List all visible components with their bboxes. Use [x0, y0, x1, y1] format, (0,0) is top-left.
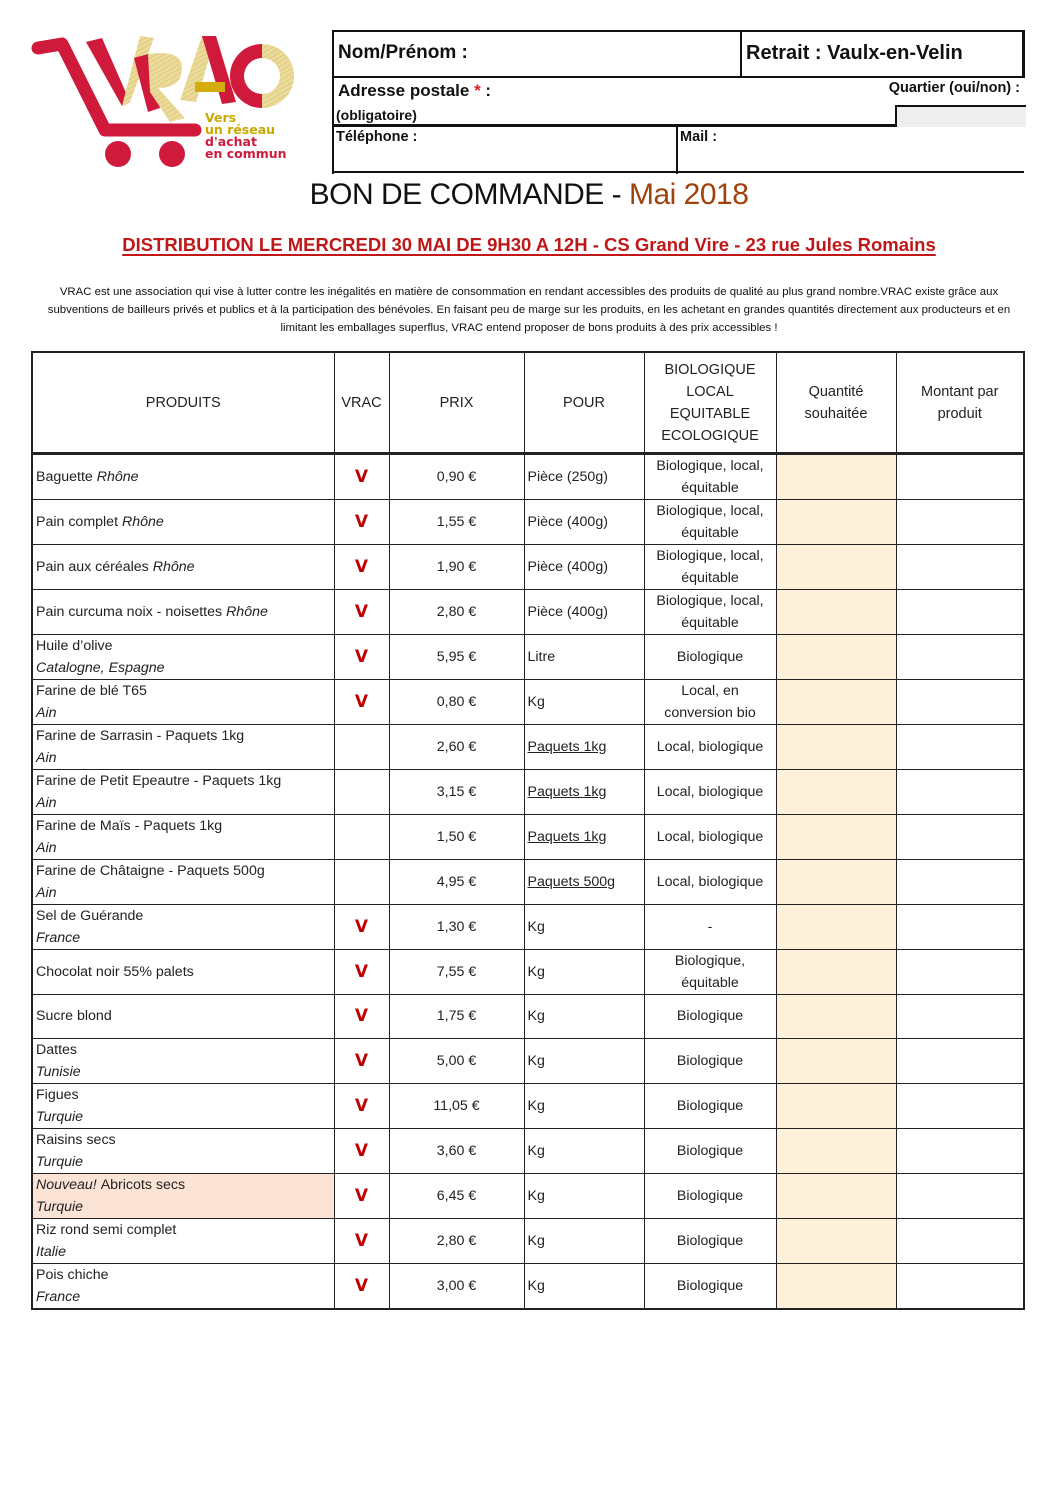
product-cell: [32, 995, 334, 1039]
product-name: Raisins secs: [36, 1131, 116, 1148]
label-cell: Local, biologique: [644, 815, 776, 860]
unit-text: Kg: [527, 1232, 545, 1249]
quantity-input[interactable]: [776, 770, 896, 815]
unit-cell: [524, 995, 644, 1039]
quantity-input[interactable]: [776, 995, 896, 1039]
amount-cell: [896, 725, 1024, 770]
label-cell: Biologique: [644, 1083, 776, 1128]
product-origin: Ain: [36, 750, 57, 766]
label-cell: -: [644, 905, 776, 950]
product-origin: Rhône: [152, 559, 195, 575]
product-cell: [32, 1038, 334, 1083]
amount-cell: [896, 545, 1024, 590]
label-cell: Local, biologique: [644, 860, 776, 905]
price-cell: 4,95 €: [389, 860, 524, 905]
price-cell: 6,45 €: [389, 1173, 524, 1218]
product-name: Pain aux céréales: [36, 559, 149, 575]
intro-paragraph: VRAC est une association qui vise à lutter contre les inégalités en matière de consommation en rendant accessibles des produits de qualité au plus grand nombre.VRAC existe grâce aux subventions de bailleurs privés et publics et à la participation des bénévoles. En faisant peu de marge sur les produits, en les achetant en grandes quantités directement aux producteurs et en limitant les emballages superflus, VRAC entend proposer de bons produits à des prix accessibles !: [47, 286, 1011, 334]
price-cell: 1,50 €: [389, 815, 524, 860]
product-cell: [32, 500, 334, 545]
product-origin: Rhône: [121, 514, 164, 530]
product-name: Baguette: [36, 469, 93, 485]
product-origin: France: [36, 1288, 81, 1305]
label-cell: Biologique: [644, 1218, 776, 1263]
unit-text: Litre: [527, 649, 556, 665]
price-cell: 2,60 €: [389, 725, 524, 770]
product-origin: Ain: [36, 885, 57, 901]
unit-text: Pièce (250g): [527, 469, 608, 485]
unit-text: Paquets 1kg: [527, 829, 607, 845]
price-cell: 2,80 €: [389, 590, 524, 635]
product-cell: [32, 1263, 334, 1309]
product-name: Huile d’olive: [36, 638, 113, 654]
product-origin: Tunisie: [36, 1063, 81, 1080]
distribution-info: [0, 234, 1058, 256]
new-badge: Nouveau!: [36, 1176, 101, 1193]
product-name: Farine de Petit Epeautre - Paquets 1kg: [36, 773, 282, 789]
unit-cell: [524, 454, 644, 500]
table-row: [32, 905, 1024, 950]
unit-text: Kg: [527, 1277, 545, 1294]
header-vrac: VRAC: [334, 352, 389, 454]
vrac-mark: V: [334, 680, 389, 725]
unit-cell: [524, 725, 644, 770]
required-asterisk: *: [474, 81, 481, 100]
table-row: [32, 860, 1024, 905]
table-row: [32, 950, 1024, 995]
product-cell: [32, 635, 334, 680]
header-pour: POUR: [524, 352, 644, 454]
pickup-location: Retrait : Vaulx-en-Velin: [746, 42, 963, 64]
name-label: Nom/Prénom :: [338, 42, 468, 63]
table-row: [32, 1083, 1024, 1128]
unit-cell: [524, 1218, 644, 1263]
amount-cell: [896, 1128, 1024, 1173]
unit-text: Pièce (400g): [527, 604, 608, 620]
vrac-mark: V: [334, 635, 389, 680]
quantity-input[interactable]: [776, 1263, 896, 1309]
product-cell: [32, 905, 334, 950]
unit-text: Kg: [527, 919, 545, 935]
price-cell: 1,55 €: [389, 500, 524, 545]
unit-text: Paquets 500g: [527, 874, 616, 890]
vrac-logo: [30, 30, 305, 175]
amount-cell: [896, 500, 1024, 545]
header-montant: Montant par produit: [896, 352, 1024, 454]
vrac-mark: [334, 725, 389, 770]
tagline-line: d'achat: [205, 134, 257, 149]
price-cell: 7,55 €: [389, 950, 524, 995]
unit-text: Pièce (400g): [527, 514, 608, 530]
product-origin: Rhône: [96, 469, 139, 485]
unit-cell: [524, 1083, 644, 1128]
page-title: [0, 178, 1058, 212]
unit-cell: [524, 500, 644, 545]
amount-cell: [896, 635, 1024, 680]
address-field[interactable]: [338, 81, 491, 101]
quantity-input[interactable]: [776, 725, 896, 770]
header-produits: PRODUITS: [32, 352, 334, 454]
product-cell: [32, 860, 334, 905]
order-table: [31, 351, 1025, 1310]
label-cell: Biologique: [644, 635, 776, 680]
price-cell: 2,80 €: [389, 1218, 524, 1263]
quantity-input[interactable]: [776, 500, 896, 545]
product-name: Pain curcuma noix - noisettes: [36, 604, 223, 620]
product-cell: [32, 1218, 334, 1263]
price-cell: 1,30 €: [389, 905, 524, 950]
product-name: Figues: [36, 1086, 79, 1103]
product-cell: [32, 1128, 334, 1173]
label-cell: Biologique, local, équitable: [644, 454, 776, 500]
product-origin: Ain: [36, 840, 57, 856]
mail-label: Mail :: [680, 129, 718, 145]
amount-cell: [896, 590, 1024, 635]
vrac-mark: [334, 860, 389, 905]
amount-cell: [896, 1263, 1024, 1309]
amount-cell: [896, 1038, 1024, 1083]
label-cell: Local, en conversion bio: [644, 680, 776, 725]
phone-label: Téléphone :: [336, 129, 418, 145]
contact-form: [332, 30, 1024, 174]
quantity-input[interactable]: [776, 905, 896, 950]
vrac-mark: V: [334, 1173, 389, 1218]
product-cell: [32, 680, 334, 725]
product-cell: [32, 1083, 334, 1128]
header-label-line: EQUITABLE: [669, 405, 751, 422]
price-cell: 0,80 €: [389, 680, 524, 725]
table-row: [32, 635, 1024, 680]
unit-text: Kg: [527, 1052, 545, 1069]
product-origin: Catalogne, Espagne: [36, 660, 165, 676]
unit-text: Kg: [527, 1097, 545, 1114]
header-label-line: LOCAL: [686, 383, 734, 400]
product-cell: [32, 815, 334, 860]
quantity-input[interactable]: [776, 590, 896, 635]
amount-cell: [896, 1083, 1024, 1128]
product-origin: Turquie: [36, 1108, 84, 1125]
product-name: Farine de blé T65: [36, 683, 147, 699]
unit-cell: [524, 1263, 644, 1309]
table-row: [32, 454, 1024, 500]
unit-cell: [524, 680, 644, 725]
table-row: [32, 680, 1024, 725]
header-quantite: Quantité souhaitée: [776, 352, 896, 454]
vrac-mark: V: [334, 905, 389, 950]
unit-text: Kg: [527, 1008, 545, 1025]
unit-text: Paquets 1kg: [527, 739, 607, 755]
product-name: Sel de Guérande: [36, 908, 144, 924]
unit-text: Paquets 1kg: [527, 784, 607, 800]
product-cell: [32, 1173, 334, 1218]
logo-tagline: [205, 112, 287, 160]
vrac-mark: [334, 770, 389, 815]
unit-cell: [524, 860, 644, 905]
label-cell: Local, biologique: [644, 770, 776, 815]
label-cell: Local, biologique: [644, 725, 776, 770]
product-name: Pois chiche: [36, 1266, 109, 1283]
label-cell: Biologique: [644, 1263, 776, 1309]
amount-cell: [896, 905, 1024, 950]
amount-cell: [896, 680, 1024, 725]
phone-field[interactable]: [336, 129, 417, 145]
table-row: [32, 1128, 1024, 1173]
quantity-input[interactable]: [776, 1173, 896, 1218]
price-cell: 3,60 €: [389, 1128, 524, 1173]
amount-cell: [896, 454, 1024, 500]
unit-cell: [524, 1173, 644, 1218]
quantity-input[interactable]: [776, 1038, 896, 1083]
product-name: Pain complet: [36, 514, 119, 530]
product-cell: [32, 950, 334, 995]
table-row: [32, 770, 1024, 815]
amount-cell: [896, 1218, 1024, 1263]
quantity-input[interactable]: [776, 1218, 896, 1263]
table-row: [32, 1218, 1024, 1263]
product-cell: [32, 770, 334, 815]
header-label-line: ECOLOGIQUE: [661, 427, 759, 444]
header-prix: PRIX: [389, 352, 524, 454]
distribution-text: DISTRIBUTION LE MERCREDI 30 MAI DE 9H30 A 12H - CS Grand Vire - 23 rue Jules Romains: [122, 234, 936, 255]
price-cell: 11,05 €: [389, 1083, 524, 1128]
vrac-mark: V: [334, 1083, 389, 1128]
tagline-line: en commun: [205, 146, 287, 161]
table-row: [32, 995, 1024, 1039]
quantity-input[interactable]: [776, 950, 896, 995]
unit-cell: [524, 950, 644, 995]
product-origin: Ain: [36, 795, 57, 811]
unit-text: Kg: [527, 1187, 545, 1204]
district-label: Quartier (oui/non) :: [888, 80, 1020, 96]
amount-cell: [896, 860, 1024, 905]
unit-cell: [524, 905, 644, 950]
label-cell: Biologique, local, équitable: [644, 590, 776, 635]
unit-text: Kg: [527, 964, 545, 980]
tagline-line: un réseau: [205, 122, 276, 137]
product-origin: France: [36, 930, 81, 946]
label-cell: Biologique: [644, 1038, 776, 1083]
header-label-line: BIOLOGIQUE: [664, 361, 756, 378]
price-cell: 5,95 €: [389, 635, 524, 680]
unit-cell: [524, 815, 644, 860]
product-name: Abricots secs: [100, 1176, 186, 1193]
product-name: Farine de Maïs - Paquets 1kg: [36, 818, 223, 834]
vrac-mark: V: [334, 545, 389, 590]
product-name: Chocolat noir 55% palets: [36, 964, 194, 980]
district-input[interactable]: [895, 105, 1026, 127]
unit-cell: [524, 1128, 644, 1173]
title-month: Mai 2018: [628, 178, 749, 211]
vrac-mark: V: [334, 1038, 389, 1083]
amount-cell: [896, 1173, 1024, 1218]
unit-text: Pièce (400g): [527, 559, 608, 575]
table-row: [32, 500, 1024, 545]
table-row: [32, 815, 1024, 860]
quantity-input[interactable]: [776, 454, 896, 500]
vrac-mark: V: [334, 995, 389, 1039]
product-cell: [32, 725, 334, 770]
table-row: [32, 545, 1024, 590]
unit-text: Kg: [527, 694, 545, 710]
price-cell: 1,90 €: [389, 545, 524, 590]
product-origin: Turquie: [36, 1198, 84, 1215]
label-cell: Biologique, équitable: [644, 950, 776, 995]
unit-cell: [524, 635, 644, 680]
vrac-mark: V: [334, 500, 389, 545]
label-cell: Biologique: [644, 1173, 776, 1218]
quantity-input[interactable]: [776, 545, 896, 590]
product-cell: [32, 545, 334, 590]
product-name: Riz rond semi complet: [36, 1221, 177, 1238]
unit-cell: [524, 1038, 644, 1083]
product-origin: Rhône: [226, 604, 268, 620]
price-cell: 3,15 €: [389, 770, 524, 815]
price-cell: 3,00 €: [389, 1263, 524, 1309]
unit-cell: [524, 545, 644, 590]
unit-cell: [524, 590, 644, 635]
amount-cell: [896, 815, 1024, 860]
product-name: Sucre blond: [36, 1008, 112, 1025]
label-cell: Biologique, local, équitable: [644, 500, 776, 545]
quantity-input[interactable]: [776, 860, 896, 905]
table-header-row: [32, 352, 1024, 454]
quantity-input[interactable]: [776, 635, 896, 680]
tagline-line: Vers: [205, 110, 237, 125]
vrac-mark: V: [334, 454, 389, 500]
table-row: [32, 1038, 1024, 1083]
label-cell: Biologique: [644, 995, 776, 1039]
price-cell: 1,75 €: [389, 995, 524, 1039]
address-required-note: (obligatoire): [336, 107, 417, 123]
vrac-mark: V: [334, 590, 389, 635]
label-cell: Biologique: [644, 1128, 776, 1173]
product-name: Farine de Sarrasin - Paquets 1kg: [36, 728, 245, 744]
unit-cell: [524, 770, 644, 815]
product-origin: Turquie: [36, 1153, 84, 1170]
address-label: Adresse postale: [338, 81, 470, 100]
product-cell: [32, 590, 334, 635]
price-cell: 5,00 €: [389, 1038, 524, 1083]
amount-cell: [896, 995, 1024, 1039]
address-colon: :: [480, 81, 492, 100]
product-origin: Italie: [36, 1243, 66, 1260]
table-row: [32, 1263, 1024, 1309]
product-name: Farine de Châtaigne - Paquets 500g: [36, 863, 265, 879]
table-row: [32, 590, 1024, 635]
table-row: [32, 725, 1024, 770]
amount-cell: [896, 950, 1024, 995]
vrac-mark: V: [334, 1263, 389, 1309]
vrac-mark: V: [334, 1128, 389, 1173]
product-origin: Ain: [36, 705, 57, 721]
unit-text: Kg: [527, 1142, 545, 1159]
name-field[interactable]: [338, 42, 468, 64]
title-main: BON DE COMMANDE -: [309, 178, 629, 211]
mail-field[interactable]: [680, 129, 717, 145]
table-row: [32, 1173, 1024, 1218]
quantity-input[interactable]: [776, 1128, 896, 1173]
header-label: [644, 352, 776, 454]
label-cell: Biologique, local, équitable: [644, 545, 776, 590]
quantity-input[interactable]: [776, 815, 896, 860]
product-cell: [32, 454, 334, 500]
quantity-input[interactable]: [776, 680, 896, 725]
amount-cell: [896, 770, 1024, 815]
price-cell: 0,90 €: [389, 454, 524, 500]
vrac-mark: V: [334, 1218, 389, 1263]
quantity-input[interactable]: [776, 1083, 896, 1128]
vrac-mark: [334, 815, 389, 860]
product-name: Dattes: [36, 1041, 78, 1058]
vrac-mark: V: [334, 950, 389, 995]
